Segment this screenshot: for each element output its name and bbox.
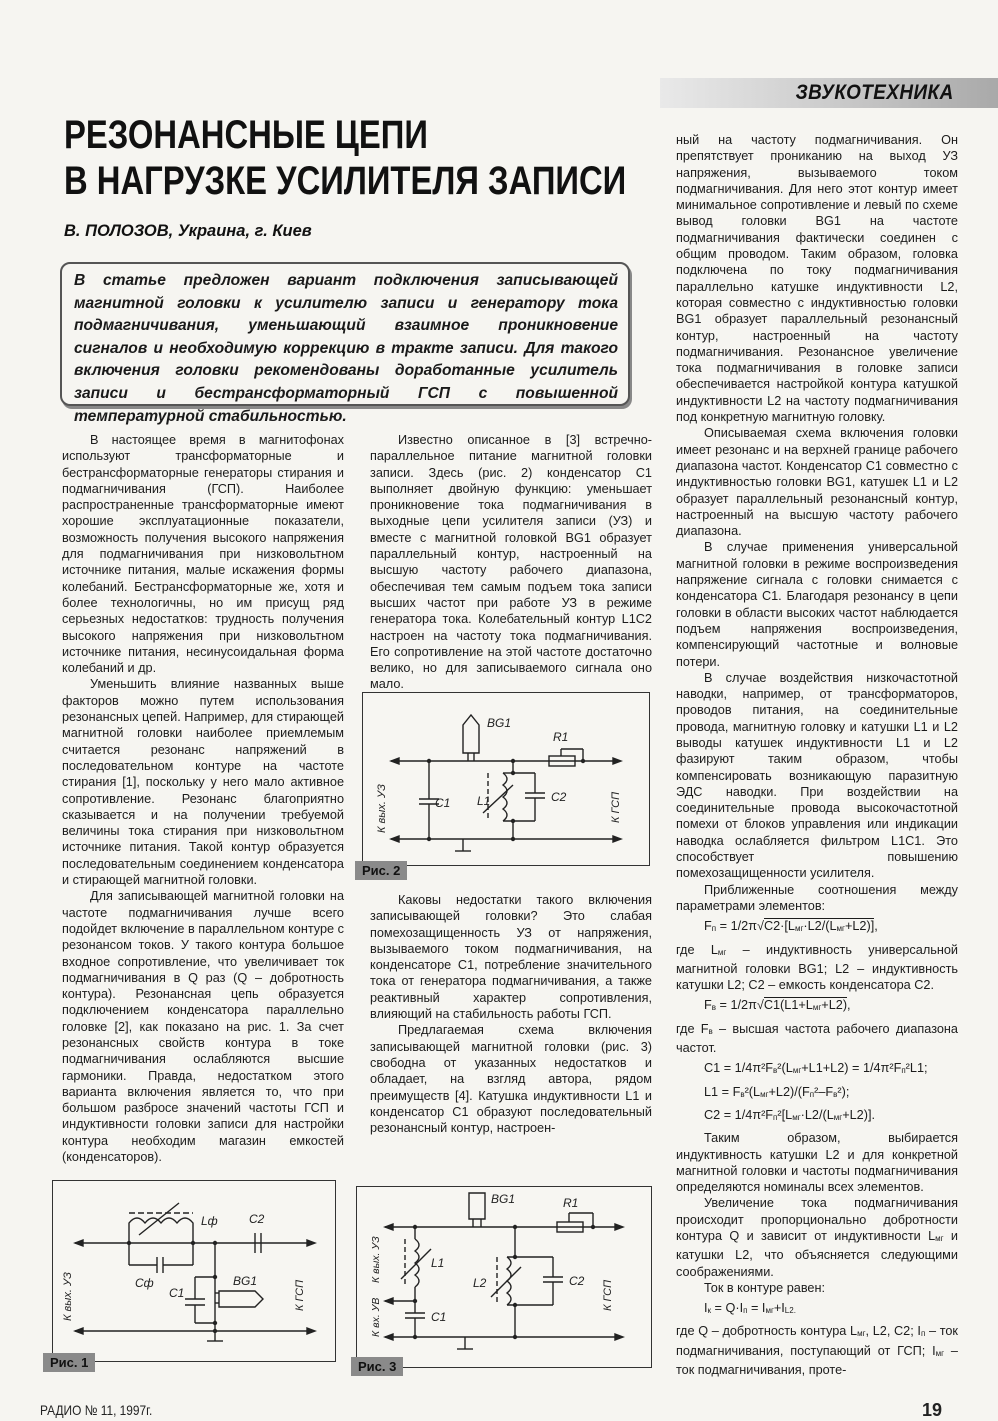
label-c1: C1 <box>435 796 451 810</box>
label-left: К вых. УЗ <box>62 1272 74 1321</box>
label-right: К ГСП <box>610 791 622 823</box>
label-left: К вых. УЗ <box>376 784 388 833</box>
label-bg1: BG1 <box>487 716 512 730</box>
label-cf: Сф <box>135 1276 154 1290</box>
figure-3-schematic <box>357 1187 651 1367</box>
footer-journal: РАДИО № 11, 1997г. <box>40 1402 153 1418</box>
equation-c1: $C1 = 1/4\pi^2F_в^2(L_{мг}+L1+L2) = 1/4\pi^2F_п^2L1$; <box>704 1061 928 1076</box>
figure-1-schematic <box>53 1181 335 1361</box>
equation-ik: $I_к = Q\cdot I_п = I_{мг}+I_{L2.}$ <box>704 1301 796 1316</box>
label-r1: R1 <box>553 730 569 744</box>
paragraph: Предлагаемая схема включения записывающей магнитной головки (рис. 3) свободна от указанных недостатков и обладает, на взгляд автора, рядом преимуществ [4]. Катушка индуктивности L1 и конденсатор С1 образуют последовательный резонансный контур, настроен- <box>370 1023 652 1136</box>
page-number: 19 <box>922 1400 943 1420</box>
figure-3-label: Рис. 3 <box>351 1357 403 1376</box>
article-abstract: В статье предложен вариант подключения записывающей магнитной головки к усилителю записи и генератору тока подмагничивания, уменьшающий взаимное проникновение сигналов и необходимую коррекцию в тракте записи. Для такого включения головки рекомендованы доработанные усилитель записи и бестрансформаторный ГСП с повышенной температурной стабильностью. <box>60 262 630 406</box>
label-c2: C2 <box>249 1212 265 1226</box>
paragraph: Уменьшить влияние названных выше факторов можно путем использования резонансных цепей. Например, для стирающей магнитной головки наиболее приемлемым считается резонанс напряжений в последовательном контуре на частоте стирания [1], поскольку у него мало активное сопротивление. Резонанс благоприятно сказывается и на получении требуемой величины тока стирания при низковольтном источнике питания. Такой контур образуется последовательным соединением конденсатора и стирающей магнитной головки. <box>62 677 344 888</box>
label-c2: C2 <box>551 790 567 804</box>
label-lf: Lф <box>201 1214 218 1228</box>
figure-2-label: Рис. 2 <box>355 861 407 880</box>
formula-fn: $F_п = 1/2\pi√C2\cdot[L_{мг}\cdot L2/(L_{мг}+L2)]$, <box>704 919 878 934</box>
label-right: К ГСП <box>602 1279 614 1311</box>
label-l1: L1 <box>431 1256 445 1270</box>
formula-fn-explanation: где $L_{мг}$ – индуктивность универсальной магнитной головки BG1; L2 – индуктивность катушки L2; С2 – емкость конденсатора С2. <box>676 942 958 993</box>
paragraph: Ток в контуре равен: <box>704 1280 826 1295</box>
column-3 <box>676 132 958 1378</box>
label-r1: R1 <box>563 1196 579 1210</box>
figure-3 <box>356 1186 652 1374</box>
figure-2 <box>362 692 650 878</box>
section-header-bar <box>660 78 998 108</box>
section-label: ЗВУКОТЕХНИКА <box>795 81 954 104</box>
paragraph: В случае применения универсальной магнитной головки в режиме воспроизведения напряжение сигнала с головки снимается с конденсатора С1. Благодаря резонансу в цепи головки в области высоких частот наблюдается подъем напряжения воспроизведения, компенсирующий частотные и волновые потери. <box>676 540 958 669</box>
paragraph: Для записывающей магнитной головки на частоте подмагничивания лучше всего подойдет включение в параллельном контуре с резонансом токов. У такого контура большое входное сопротивление, что увеличивает ток подмагничивания в Q раз (Q – добротность контура). Резонансная цепь образуется подключением конденсатора параллельно головке [2], как показано на рис. 1. За счет резонансных свойств контура в токе подмагничивания ослабляются высшие гармоники. Правда, недостатком этого варианта включения является то, что при большом разбросе значений частоты ГСП и индуктивности головки записи для настройки контура необходим магазин емкостей (конденсаторов). <box>62 889 344 1165</box>
label-left-top: К вых. УЗ <box>370 1236 382 1283</box>
paragraph: Каковы недостатки такого включения записывающей головки? Это слабая помехозащищенность УЗ от напряжения, вызываемого током подмагничивания, на конденсаторе С1, потребление значительного тока от генератора подмагничивания, а также реактивный характер сопротивления, влияющий на стабильность работы ГСП. <box>370 893 652 1022</box>
figure-1 <box>50 1180 336 1370</box>
article-author: В. ПОЛОЗОВ, Украина, г. Киев <box>64 222 312 240</box>
paragraph: В настоящее время в магнитофонах используют трансформаторные и бестрансформаторные генераторы стирания и подмагничивания (ГСП). Наиболее распространенные трансформаторные имеют хорошие эксплуатационные показатели, возможность получения высокого напряжения для подмагничивания при низковольтном источнике питания, малые искажения формы колебаний. Бестрансформаторные же, хотя и более технологичны, но им присущ ряд серьезных недостатков: трудность получения высокого напряжения при низковольтном источнике питания, несинусоидальная форма колебаний и др. <box>62 433 344 676</box>
label-c2: C2 <box>569 1274 585 1288</box>
article-title <box>64 112 627 204</box>
formula-fv-explanation: где $F_в$ – высшая частота рабочего диапазона частот. <box>676 1021 958 1056</box>
paragraph: Таким образом, выбирается индуктивность катушки L2 и для конкретной магнитной головки и частоты подмагничивания определяются номиналы всех элементов. <box>676 1131 958 1195</box>
column-2-top <box>370 432 652 693</box>
paragraph: Увеличение тока подмагничивания происходит пропорционально добротности контура Q и зависит от индуктивности $L_{мг}$ и катушки L2, что объясняется следующими соображениями. <box>676 1196 958 1279</box>
paragraph: Описываемая схема включения головки имеет резонанс и на верхней границе рабочего диапазона частот. Конденсатор С1 совместно с индуктивностью головки BG1, катушек L1 и L2 образует параллельный резонансный контур, настроенный на высшую частоту рабочего диапазона. <box>676 426 958 539</box>
figure-2-schematic <box>363 693 649 865</box>
formula-fv: $F_в = 1/2\pi√C1(L1+L_{мг}+L2)$, <box>704 998 851 1013</box>
label-bg1: BG1 <box>491 1192 516 1206</box>
figure-1-label: Рис. 1 <box>43 1353 95 1372</box>
paragraph: Приближенные соотношения между параметрами элементов: <box>676 882 958 913</box>
label-right: К ГСП <box>294 1279 306 1311</box>
paragraph: Известно описанное в [3] встречно-параллельное питание магнитной головки записи. Здесь (рис. 2) конденсатор С1 выполняет двойную функцию: уменьшает проникновение тока подмагничивания в выходные цепи усилителя записи (УЗ) и вместе с магнитной головкой BG1 образует параллельный контур, настроенный на высшую частоту рабочего диапазона, обеспечивая тем самым подъем тока записи высших частот при работе УЗ в режиме генератора тока. Колебательный контур L1C2 настроен на частоту тока подмагничивания. Его сопротивление на этой частоте достаточно велико, но для записываемого сигнала оно мало. <box>370 433 652 692</box>
label-l2: L2 <box>473 1276 487 1290</box>
column-1 <box>62 432 344 1165</box>
equation-ik-explanation: где Q – добротность контура $L_{мг}$, L2, C2; $I_п$ – ток подмагничивания, поступающий от ГСП; $I_{мг}$ – ток подмагничивания, проте- <box>676 1324 958 1378</box>
equation-c2: $C2 = 1/4\pi^2F_п^2[L_{мг}\cdot L2/(L_{мг}+L2)]$. <box>704 1107 875 1122</box>
paragraph: В случае воздействия низкочастотной наводки, например, от трансформаторов, проводов питания, на соединительные провода, магнитную головку и катушки L1 и L2 выводы катушек индуктивности L1 и L2 фазируют таким образом, чтобы компенсировать возникающую паразитную ЭДС наводки. При воздействии на соединительные провода высокочастотной помехи от блоков управления или индикации наводка ослабляется фильтром L1C1. Это способствует повышению помехозащищенности усилителя. <box>676 670 958 881</box>
label-l1: L1 <box>477 794 491 808</box>
title-line-1: РЕЗОНАНСНЫЕ ЦЕПИ <box>64 113 428 157</box>
label-c1: C1 <box>169 1286 185 1300</box>
label-c1: C1 <box>431 1310 447 1324</box>
column-2-bottom <box>370 892 652 1136</box>
label-bg1: BG1 <box>233 1274 258 1288</box>
paragraph: ный на частоту подмагничивания. Он препятствует прониканию на выход УЗ напряжения, вызываемого током подмагничивания. Для него этот контур имеет минимальное сопротивление и левый по схеме вывод головки BG1 на частоте подмагничивания фактически соединен с общим проводом. Таким образом, головка подключена по току подмагничивания параллельно катушке индуктивности L2, которая совместно с индуктивностью головки BG1 образует параллельный резонансный контур, настроенный на частоту подмагничивания. Резонансное увеличение тока подмагничивания в головке записи обеспечивается настройкой контура катушкой индуктивности L2 на частоту подмагничивания под конкретную магнитную головку. <box>676 133 958 425</box>
title-line-2: В НАГРУЗКЕ УСИЛИТЕЛЯ ЗАПИСИ <box>64 159 627 203</box>
equation-l1: $L1 = F_в^2(L_{мг}+L2)/(F_п^2-F_в^2)$; <box>704 1084 850 1099</box>
label-left-bottom: К вх. УВ <box>370 1297 382 1337</box>
